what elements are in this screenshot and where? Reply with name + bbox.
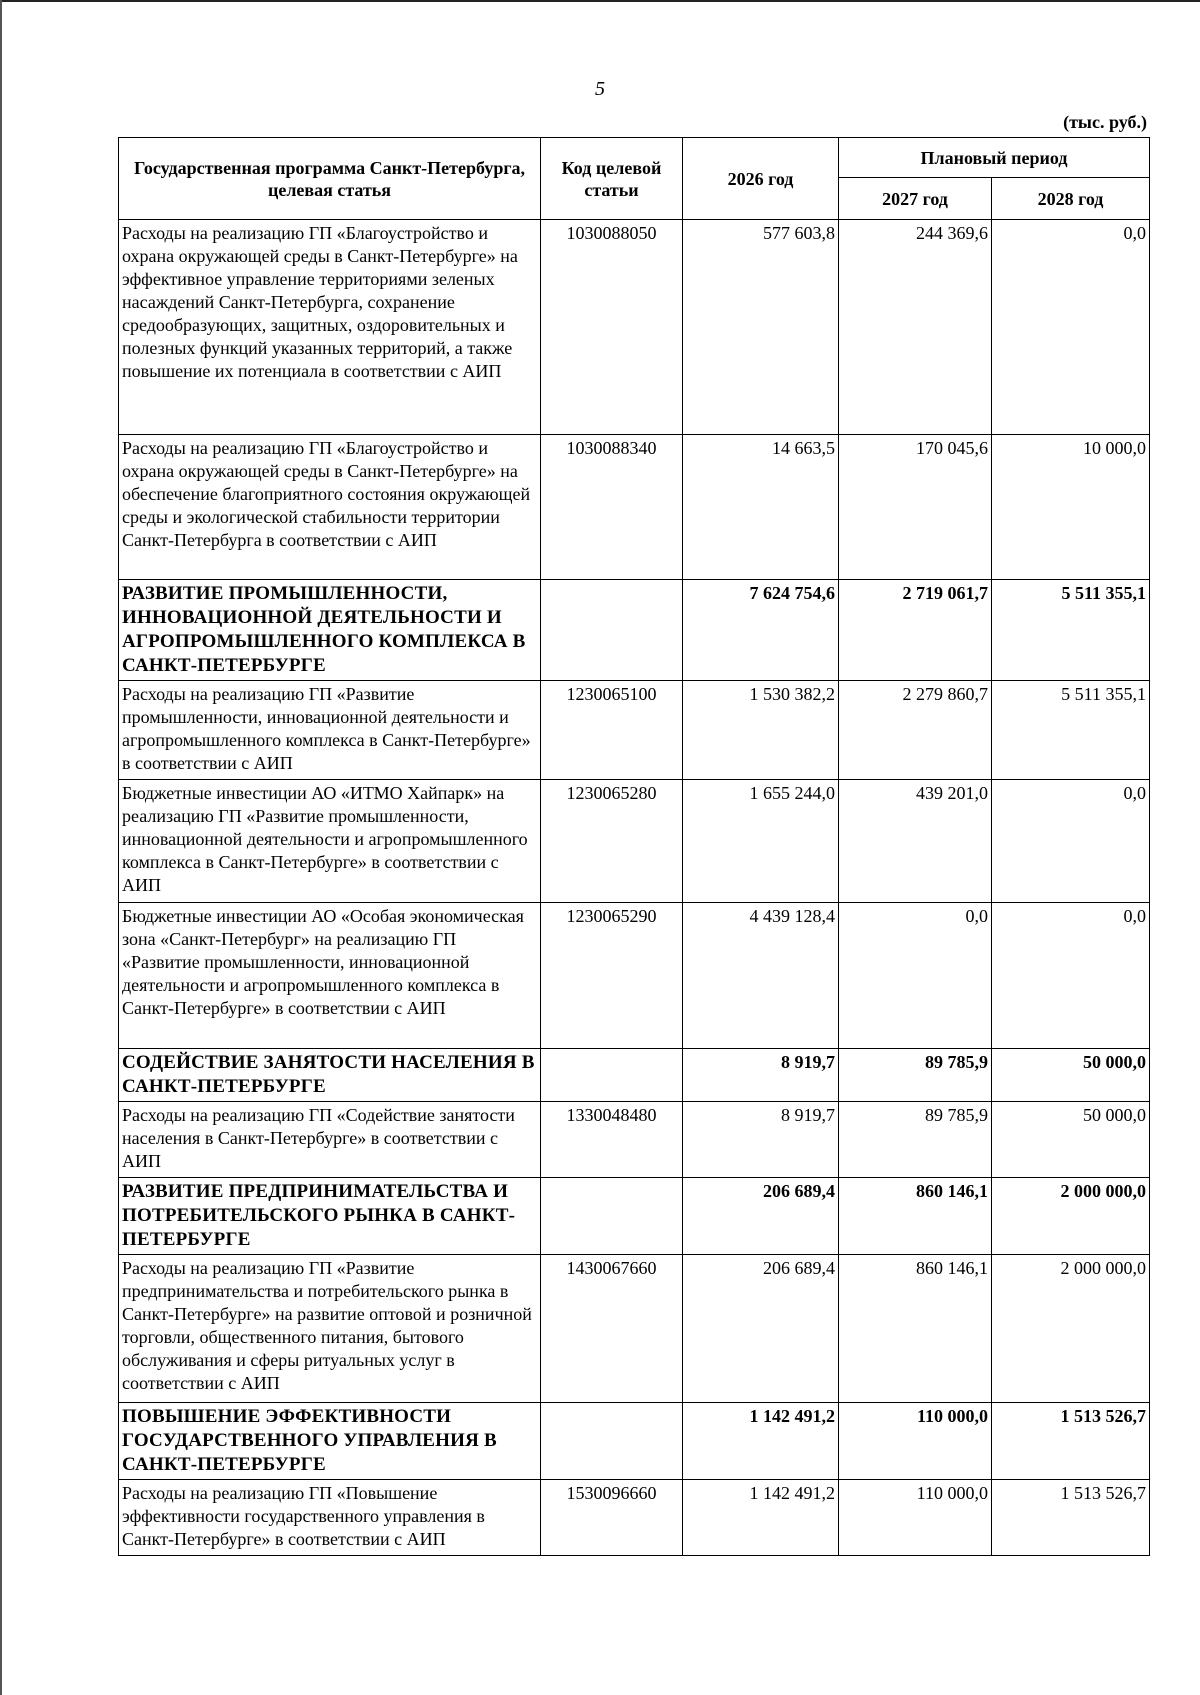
row-name: Бюджетные инвестиции АО «Особая экономическая зона «Санкт-Петербург» на реализацию ГП «Развитие промышленности, инновационной деятельности и агропромышленного комплекса в Санкт-Петербурге» в соответствии с АИП — [119, 903, 541, 1049]
row-value-2028: 5 511 355,1 — [992, 681, 1150, 780]
row-value-2028: 0,0 — [992, 220, 1150, 435]
row-code — [541, 1403, 683, 1480]
table-row — [119, 780, 1150, 903]
scan-border-top — [0, 0, 1200, 2]
row-value-2027: 2 719 061,7 — [839, 580, 992, 681]
row-value-2026: 206 689,4 — [683, 1255, 839, 1403]
row-value-2026: 8 919,7 — [683, 1049, 839, 1102]
row-value-2026: 7 624 754,6 — [683, 580, 839, 681]
row-value-2027: 2 279 860,7 — [839, 681, 992, 780]
row-value-2026: 4 439 128,4 — [683, 903, 839, 1049]
table-row — [119, 435, 1150, 580]
row-value-2026: 14 663,5 — [683, 435, 839, 580]
row-code: 1430067660 — [541, 1255, 683, 1403]
row-value-2026: 1 142 491,2 — [683, 1480, 839, 1556]
row-value-2027: 110 000,0 — [839, 1480, 992, 1556]
program-row — [119, 1403, 1150, 1480]
header-2027: 2027 год — [839, 178, 992, 220]
row-name: Расходы на реализацию ГП «Благоустройство и охрана окружающей среды в Санкт-Петербурге» на обеспечение благоприятного состояния окружающей среды и экологической стабильности территории Санкт-Петербурга в соответствии с АИП — [119, 435, 541, 580]
row-value-2028: 2 000 000,0 — [992, 1178, 1150, 1255]
row-value-2027: 0,0 — [839, 903, 992, 1049]
table-row — [119, 220, 1150, 435]
row-name: ПОВЫШЕНИЕ ЭФФЕКТИВНОСТИ ГОСУДАРСТВЕННОГО УПРАВЛЕНИЯ В САНКТ-ПЕТЕРБУРГЕ — [119, 1403, 541, 1480]
row-name: СОДЕЙСТВИЕ ЗАНЯТОСТИ НАСЕЛЕНИЯ В САНКТ-ПЕТЕРБУРГЕ — [119, 1049, 541, 1102]
row-code: 1230065100 — [541, 681, 683, 780]
row-name: Бюджетные инвестиции АО «ИТМО Хайпарк» на реализацию ГП «Развитие промышленности, инновационной деятельности и агропромышленного комплекса в Санкт-Петербурге» в соответствии с АИП — [119, 780, 541, 903]
row-value-2028: 1 513 526,7 — [992, 1480, 1150, 1556]
row-code — [541, 1049, 683, 1102]
row-value-2028: 5 511 355,1 — [992, 580, 1150, 681]
table-row — [119, 903, 1150, 1049]
row-value-2027: 860 146,1 — [839, 1255, 992, 1403]
header-code: Код целевой статьи — [541, 138, 683, 220]
row-value-2028: 2 000 000,0 — [992, 1255, 1150, 1403]
header-2028: 2028 год — [992, 178, 1150, 220]
row-value-2026: 1 655 244,0 — [683, 780, 839, 903]
row-value-2028: 50 000,0 — [992, 1102, 1150, 1178]
row-value-2027: 244 369,6 — [839, 220, 992, 435]
row-code — [541, 580, 683, 681]
row-value-2026: 1 142 491,2 — [683, 1403, 839, 1480]
row-value-2028: 50 000,0 — [992, 1049, 1150, 1102]
row-value-2028: 0,0 — [992, 780, 1150, 903]
row-value-2027: 89 785,9 — [839, 1049, 992, 1102]
row-name: РАЗВИТИЕ ПРОМЫШЛЕННОСТИ, ИННОВАЦИОННОЙ ДЕЯТЕЛЬНОСТИ И АГРОПРОМЫШЛЕННОГО КОМПЛЕКСА В САНКТ-ПЕТЕРБУРГЕ — [119, 580, 541, 681]
row-code — [541, 1178, 683, 1255]
row-code: 1030088340 — [541, 435, 683, 580]
row-value-2027: 110 000,0 — [839, 1403, 992, 1480]
table-row — [119, 1102, 1150, 1178]
row-value-2027: 89 785,9 — [839, 1102, 992, 1178]
budget-table — [118, 137, 1150, 1556]
row-name: Расходы на реализацию ГП «Повышение эффективности государственного управления в Санкт-Петербурге» в соответствии с АИП — [119, 1480, 541, 1556]
row-name: РАЗВИТИЕ ПРЕДПРИНИМАТЕЛЬСТВА И ПОТРЕБИТЕЛЬСКОГО РЫНКА В САНКТ-ПЕТЕРБУРГЕ — [119, 1178, 541, 1255]
unit-label: (тыс. руб.) — [1063, 112, 1147, 132]
row-code: 1230065290 — [541, 903, 683, 1049]
row-name: Расходы на реализацию ГП «Развитие промышленности, инновационной деятельности и агропромышленного комплекса в Санкт-Петербурге» в соответствии с АИП — [119, 681, 541, 780]
header-planned-period: Плановый период — [839, 138, 1150, 178]
scan-border-left — [0, 0, 2, 1695]
row-name: Расходы на реализацию ГП «Содействие занятости населения в Санкт-Петербурге» в соответствии с АИП — [119, 1102, 541, 1178]
row-value-2026: 1 530 382,2 — [683, 681, 839, 780]
row-code: 1230065280 — [541, 780, 683, 903]
header-2026: 2026 год — [683, 138, 839, 220]
row-value-2028: 10 000,0 — [992, 435, 1150, 580]
row-value-2026: 206 689,4 — [683, 1178, 839, 1255]
row-name: Расходы на реализацию ГП «Благоустройство и охрана окружающей среды в Санкт-Петербурге» на эффективное управление территориями зеленых насаждений Санкт-Петербурга, сохранение средообразующих, защитных, оздоровительных и полезных функций указанных территорий, а также повышение их потенциала в соответствии с АИП — [119, 220, 541, 435]
program-row — [119, 1178, 1150, 1255]
program-row — [119, 1049, 1150, 1102]
row-value-2027: 170 045,6 — [839, 435, 992, 580]
page-number: 5 — [595, 78, 605, 100]
row-value-2028: 0,0 — [992, 903, 1150, 1049]
row-code: 1530096660 — [541, 1480, 683, 1556]
header-program: Государственная программа Санкт-Петербурга, целевая статья — [119, 138, 541, 220]
row-code: 1330048480 — [541, 1102, 683, 1178]
row-name: Расходы на реализацию ГП «Развитие предпринимательства и потребительского рынка в Санкт-Петербурге» на развитие оптовой и розничной торговли, общественного питания, бытового обслуживания и сферы ритуальных услуг в соответствии с АИП — [119, 1255, 541, 1403]
row-value-2027: 860 146,1 — [839, 1178, 992, 1255]
row-value-2026: 577 603,8 — [683, 220, 839, 435]
table-row — [119, 681, 1150, 780]
table-body — [119, 220, 1150, 1556]
row-value-2028: 1 513 526,7 — [992, 1403, 1150, 1480]
row-code: 1030088050 — [541, 220, 683, 435]
row-value-2026: 8 919,7 — [683, 1102, 839, 1178]
table-row — [119, 1255, 1150, 1403]
table-row — [119, 1480, 1150, 1556]
row-value-2027: 439 201,0 — [839, 780, 992, 903]
program-row — [119, 580, 1150, 681]
